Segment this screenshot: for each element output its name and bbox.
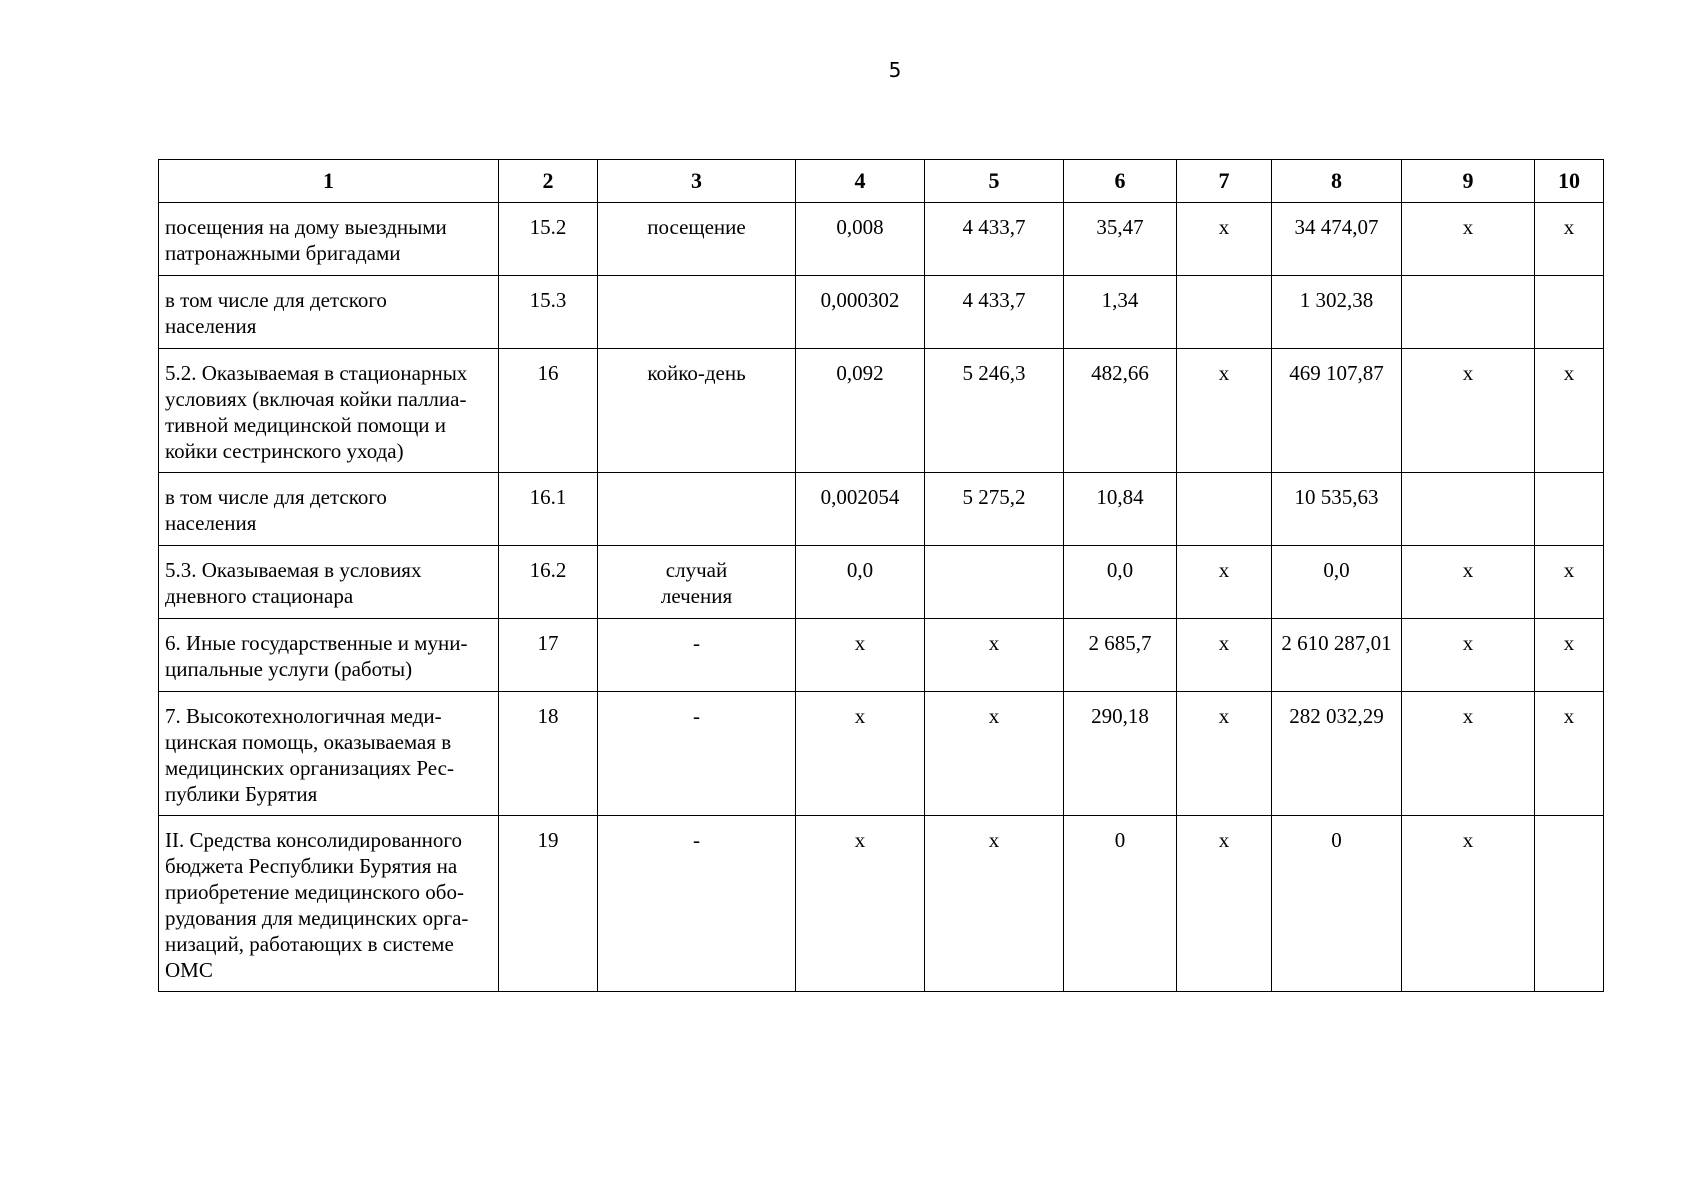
- row-value-cell-c9: х: [1402, 619, 1535, 692]
- row-unit-line: лечения: [660, 584, 733, 608]
- table-row: [159, 816, 1604, 992]
- row-value-cell-c9: х: [1402, 816, 1535, 992]
- column-header: 3: [598, 160, 796, 203]
- row-name-line: медицинских организациях Рес-: [165, 756, 454, 780]
- row-value-cell-c10: [1535, 276, 1604, 349]
- table-row: [159, 619, 1604, 692]
- row-value-cell-c9: х: [1402, 546, 1535, 619]
- row-value-cell-c10: [1535, 473, 1604, 546]
- row-name-line: койки сестринского ухода): [165, 439, 404, 463]
- row-unit-cell: [598, 546, 796, 619]
- row-value-cell-c8: 34 474,07: [1272, 203, 1402, 276]
- row-name-line: 5.3. Оказываемая в условиях: [165, 558, 422, 582]
- row-value-cell-c8: 1 302,38: [1272, 276, 1402, 349]
- row-value-cell-c10: х: [1535, 203, 1604, 276]
- row-name-line: патронажными бригадами: [165, 241, 401, 265]
- row-value-cell-c7: х: [1177, 619, 1272, 692]
- row-unit-line: -: [693, 828, 700, 852]
- row-value-cell-c4: 0,000302: [796, 276, 925, 349]
- row-code-cell: 19: [499, 816, 598, 992]
- row-name-cell: [159, 692, 499, 816]
- row-code-cell: 15.3: [499, 276, 598, 349]
- row-value-cell-c6: 0: [1064, 816, 1177, 992]
- row-unit-cell: [598, 349, 796, 473]
- row-value-cell-c6: 290,18: [1064, 692, 1177, 816]
- column-header: 8: [1272, 160, 1402, 203]
- row-code-cell: 17: [499, 619, 598, 692]
- row-value-cell-c7: х: [1177, 349, 1272, 473]
- row-value-cell-c7: х: [1177, 546, 1272, 619]
- table-row: [159, 203, 1604, 276]
- row-unit-cell: [598, 473, 796, 546]
- row-name-line: публики Бурятия: [165, 782, 318, 806]
- row-unit-cell: [598, 276, 796, 349]
- row-unit-cell: [598, 203, 796, 276]
- row-value-cell-c7: х: [1177, 692, 1272, 816]
- row-value-cell-c9: х: [1402, 203, 1535, 276]
- row-unit-line: случай: [665, 558, 728, 582]
- row-code-cell: 16.1: [499, 473, 598, 546]
- row-value-cell-c8: 10 535,63: [1272, 473, 1402, 546]
- row-name-line: ОМС: [165, 958, 213, 982]
- row-value-cell-c4: 0,092: [796, 349, 925, 473]
- row-name-line: тивной медицинской помощи и: [165, 413, 446, 437]
- row-name-line: населения: [165, 511, 257, 535]
- row-value-cell-c5: 5 246,3: [925, 349, 1064, 473]
- row-unit-cell: [598, 692, 796, 816]
- row-value-cell-c7: [1177, 276, 1272, 349]
- row-value-cell-c6: 482,66: [1064, 349, 1177, 473]
- row-code-cell: 15.2: [499, 203, 598, 276]
- row-name-cell: [159, 349, 499, 473]
- row-name-line: рудования для медицинских орга-: [165, 906, 469, 930]
- row-name-cell: [159, 619, 499, 692]
- column-header: 5: [925, 160, 1064, 203]
- row-name-line: населения: [165, 314, 257, 338]
- row-unit-line: койко-день: [647, 361, 746, 385]
- row-code-cell: 18: [499, 692, 598, 816]
- column-header: 10: [1535, 160, 1604, 203]
- column-header: 1: [159, 160, 499, 203]
- row-value-cell-c9: [1402, 276, 1535, 349]
- row-code-cell: 16.2: [499, 546, 598, 619]
- row-value-cell-c4: х: [796, 619, 925, 692]
- table-row: [159, 473, 1604, 546]
- row-name-line: цинская помощь, оказываемая в: [165, 730, 452, 754]
- row-value-cell-c8: 2 610 287,01: [1272, 619, 1402, 692]
- row-value-cell-c9: х: [1402, 692, 1535, 816]
- row-value-cell-c6: 10,84: [1064, 473, 1177, 546]
- row-value-cell-c4: 0,008: [796, 203, 925, 276]
- data-table: [158, 159, 1604, 992]
- row-value-cell-c8: 0,0: [1272, 546, 1402, 619]
- row-name-line: 7. Высокотехнологичная меди-: [165, 704, 442, 728]
- row-name-line: в том числе для детского: [165, 485, 387, 509]
- row-value-cell-c8: 282 032,29: [1272, 692, 1402, 816]
- column-header: 4: [796, 160, 925, 203]
- table-row: [159, 692, 1604, 816]
- row-value-cell-c8: 0: [1272, 816, 1402, 992]
- row-name-line: посещения на дому выездными: [165, 215, 447, 239]
- row-value-cell-c5: х: [925, 816, 1064, 992]
- row-code-cell: 16: [499, 349, 598, 473]
- row-value-cell-c4: 0,0: [796, 546, 925, 619]
- row-value-cell-c4: х: [796, 692, 925, 816]
- row-value-cell-c10: х: [1535, 692, 1604, 816]
- row-value-cell-c10: х: [1535, 546, 1604, 619]
- row-name-line: II. Средства консолидированного: [165, 828, 463, 852]
- column-header: 6: [1064, 160, 1177, 203]
- row-value-cell-c9: [1402, 473, 1535, 546]
- table-header-row: [159, 160, 1604, 203]
- row-value-cell-c4: 0,002054: [796, 473, 925, 546]
- row-value-cell-c9: х: [1402, 349, 1535, 473]
- row-name-line: ципальные услуги (работы): [165, 657, 413, 681]
- row-value-cell-c5: [925, 546, 1064, 619]
- row-name-cell: [159, 546, 499, 619]
- row-value-cell-c5: 4 433,7: [925, 276, 1064, 349]
- row-name-line: условиях (включая койки паллиа-: [165, 387, 467, 411]
- row-value-cell-c10: х: [1535, 619, 1604, 692]
- row-name-cell: [159, 816, 499, 992]
- table-row: [159, 349, 1604, 473]
- row-name-line: 5.2. Оказываемая в стационарных: [165, 361, 468, 385]
- row-name-line: дневного стационара: [165, 584, 354, 608]
- row-value-cell-c8: 469 107,87: [1272, 349, 1402, 473]
- row-unit-line: посещение: [647, 215, 746, 239]
- row-value-cell-c6: 35,47: [1064, 203, 1177, 276]
- row-unit-cell: [598, 619, 796, 692]
- row-value-cell-c5: х: [925, 692, 1064, 816]
- row-name-cell: [159, 276, 499, 349]
- row-name-line: приобретение медицинского обо-: [165, 880, 464, 904]
- column-header: 9: [1402, 160, 1535, 203]
- row-name-line: низаций, работающих в системе: [165, 932, 454, 956]
- row-value-cell-c7: х: [1177, 816, 1272, 992]
- row-unit-line: -: [693, 704, 700, 728]
- row-value-cell-c7: [1177, 473, 1272, 546]
- row-value-cell-c5: 5 275,2: [925, 473, 1064, 546]
- table-row: [159, 276, 1604, 349]
- page-number: 5: [888, 58, 902, 82]
- row-name-line: 6. Иные государственные и муни-: [165, 631, 468, 655]
- row-value-cell-c10: [1535, 816, 1604, 992]
- row-value-cell-c6: 2 685,7: [1064, 619, 1177, 692]
- row-name-cell: [159, 473, 499, 546]
- row-value-cell-c10: х: [1535, 349, 1604, 473]
- row-value-cell-c6: 1,34: [1064, 276, 1177, 349]
- row-name-line: в том числе для детского: [165, 288, 387, 312]
- table-row: [159, 546, 1604, 619]
- row-unit-line: -: [693, 631, 700, 655]
- column-header: 7: [1177, 160, 1272, 203]
- row-value-cell-c7: х: [1177, 203, 1272, 276]
- column-header: 2: [499, 160, 598, 203]
- row-value-cell-c6: 0,0: [1064, 546, 1177, 619]
- row-value-cell-c4: х: [796, 816, 925, 992]
- row-name-cell: [159, 203, 499, 276]
- row-unit-cell: [598, 816, 796, 992]
- row-name-line: бюджета Республики Бурятия на: [165, 854, 458, 878]
- row-value-cell-c5: 4 433,7: [925, 203, 1064, 276]
- row-value-cell-c5: х: [925, 619, 1064, 692]
